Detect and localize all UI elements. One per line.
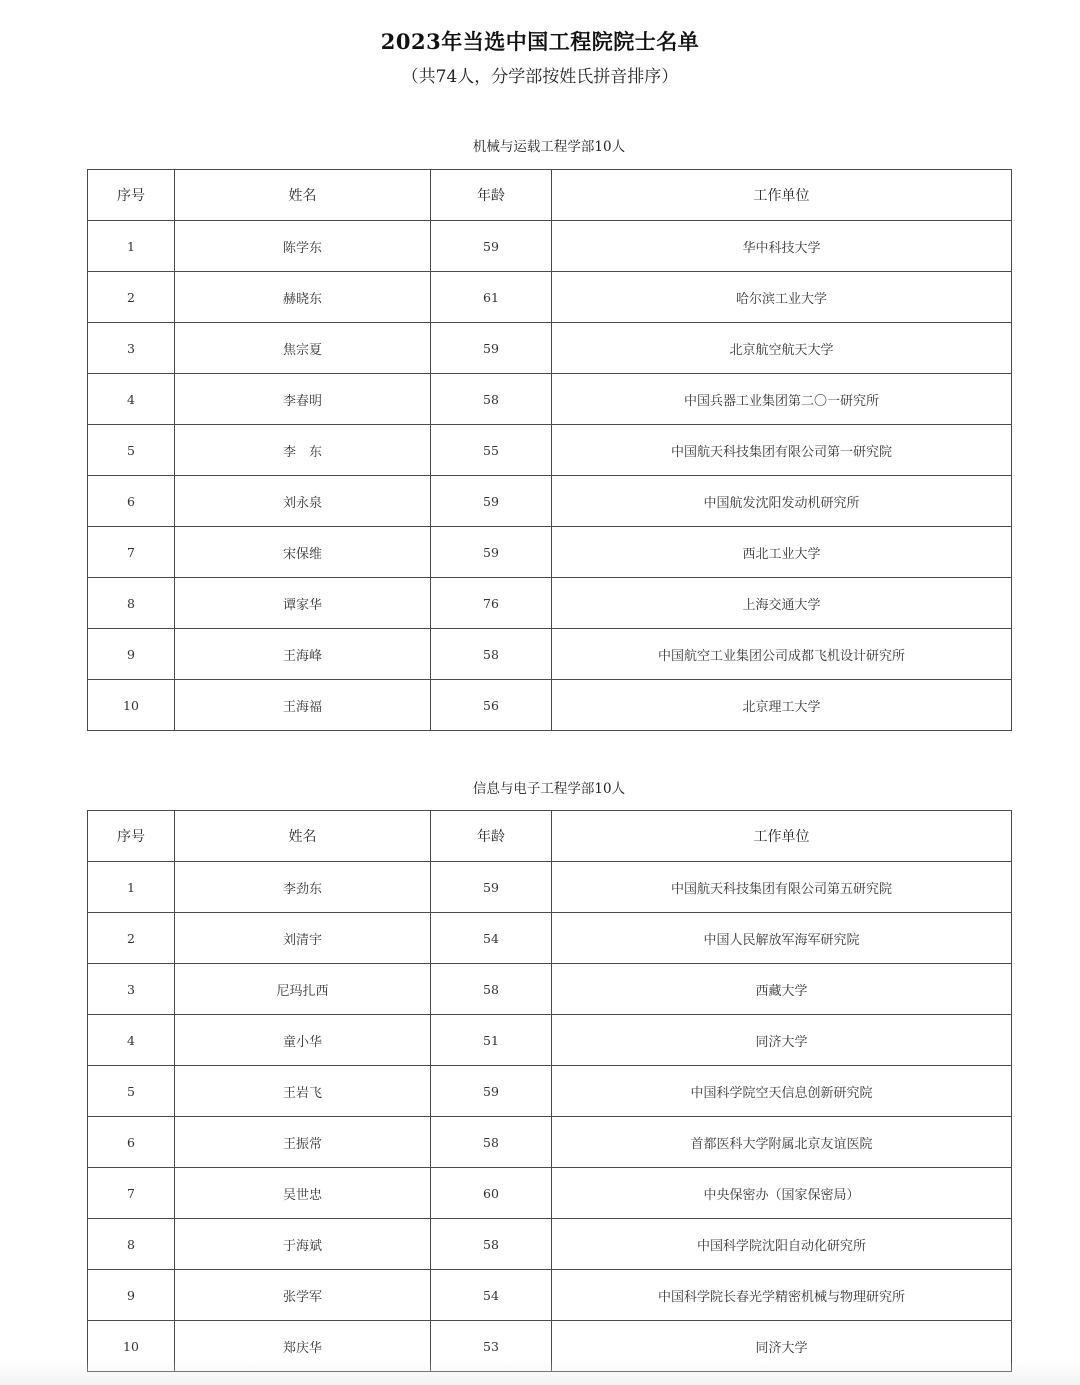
cell-age: 58 [431, 1219, 552, 1270]
table-row [88, 476, 1012, 527]
header-organization: 工作单位 [552, 170, 1012, 221]
cell-index: 2 [88, 913, 175, 964]
table-row [88, 629, 1012, 680]
cell-age: 59 [431, 476, 552, 527]
cell-age: 56 [431, 680, 552, 731]
cell-index: 9 [88, 629, 175, 680]
table-row [88, 1015, 1012, 1066]
cell-organization: 同济大学 [552, 1321, 1012, 1372]
cell-organization: 上海交通大学 [552, 578, 1012, 629]
header-organization: 工作单位 [552, 811, 1012, 862]
cell-index: 7 [88, 527, 175, 578]
cell-age: 58 [431, 374, 552, 425]
cell-name: 王岩飞 [175, 1066, 431, 1117]
cell-index: 5 [88, 1066, 175, 1117]
cell-organization: 中国兵器工业集团第二〇一研究所 [552, 374, 1012, 425]
cell-index: 7 [88, 1168, 175, 1219]
cell-name: 宋保维 [175, 527, 431, 578]
table-row [88, 862, 1012, 913]
table-row [88, 578, 1012, 629]
cell-age: 54 [431, 913, 552, 964]
header-age: 年龄 [431, 170, 552, 221]
cell-name: 王振常 [175, 1117, 431, 1168]
cell-organization: 中国科学院沈阳自动化研究所 [552, 1219, 1012, 1270]
cell-index: 4 [88, 374, 175, 425]
cell-age: 59 [431, 323, 552, 374]
cell-organization: 中国科学院长春光学精密机械与物理研究所 [552, 1270, 1012, 1321]
cell-name: 童小华 [175, 1015, 431, 1066]
roster-table-mechanical [87, 169, 1012, 731]
page-subtitle: （共74人，分学部按姓氏拼音排序） [401, 67, 679, 87]
cell-name: 尼玛扎西 [175, 964, 431, 1015]
cell-age: 61 [431, 272, 552, 323]
cell-organization: 中国航发沈阳发动机研究所 [552, 476, 1012, 527]
cell-name: 吴世忠 [175, 1168, 431, 1219]
cell-age: 59 [431, 1066, 552, 1117]
cell-index: 8 [88, 1219, 175, 1270]
header-index: 序号 [88, 811, 175, 862]
cell-organization: 北京航空航天大学 [552, 323, 1012, 374]
cell-index: 2 [88, 272, 175, 323]
cell-index: 6 [88, 1117, 175, 1168]
cell-age: 58 [431, 1117, 552, 1168]
cell-name: 焦宗夏 [175, 323, 431, 374]
cell-age: 59 [431, 862, 552, 913]
header-index: 序号 [88, 170, 175, 221]
cell-age: 53 [431, 1321, 552, 1372]
cell-age: 59 [431, 221, 552, 272]
header-name: 姓名 [175, 811, 431, 862]
section-title-information: 信息与电子工程学部10人 [472, 781, 626, 797]
header-name: 姓名 [175, 170, 431, 221]
cell-index: 10 [88, 1321, 175, 1372]
cell-age: 51 [431, 1015, 552, 1066]
cell-index: 3 [88, 323, 175, 374]
table-header-row [88, 170, 1012, 221]
cell-name: 李 东 [175, 425, 431, 476]
cell-organization: 华中科技大学 [552, 221, 1012, 272]
cell-age: 58 [431, 629, 552, 680]
cell-index: 10 [88, 680, 175, 731]
cell-name: 刘清宇 [175, 913, 431, 964]
cell-index: 1 [88, 221, 175, 272]
cell-name: 郑庆华 [175, 1321, 431, 1372]
cell-name: 赫晓东 [175, 272, 431, 323]
cell-name: 张学军 [175, 1270, 431, 1321]
table-row [88, 272, 1012, 323]
table-row [88, 1219, 1012, 1270]
cell-name: 王海峰 [175, 629, 431, 680]
cell-organization: 同济大学 [552, 1015, 1012, 1066]
cell-name: 谭家华 [175, 578, 431, 629]
cell-index: 9 [88, 1270, 175, 1321]
cell-organization: 首都医科大学附属北京友谊医院 [552, 1117, 1012, 1168]
cell-organization: 中国科学院空天信息创新研究院 [552, 1066, 1012, 1117]
cell-organization: 中国航天科技集团有限公司第五研究院 [552, 862, 1012, 913]
cell-organization: 西藏大学 [552, 964, 1012, 1015]
table-row [88, 1066, 1012, 1117]
cell-age: 55 [431, 425, 552, 476]
page-title: 2023年当选中国工程院院士名单 [380, 29, 700, 54]
cell-organization: 哈尔滨工业大学 [552, 272, 1012, 323]
cell-organization: 北京理工大学 [552, 680, 1012, 731]
cell-organization: 中国航空工业集团公司成都飞机设计研究所 [552, 629, 1012, 680]
cell-organization: 西北工业大学 [552, 527, 1012, 578]
cell-age: 76 [431, 578, 552, 629]
table-row [88, 1270, 1012, 1321]
header-age: 年龄 [431, 811, 552, 862]
cell-name: 于海斌 [175, 1219, 431, 1270]
table-row [88, 964, 1012, 1015]
table-row [88, 1168, 1012, 1219]
cell-name: 刘永泉 [175, 476, 431, 527]
cell-index: 1 [88, 862, 175, 913]
cell-organization: 中国人民解放军海军研究院 [552, 913, 1012, 964]
table-row [88, 680, 1012, 731]
cell-index: 4 [88, 1015, 175, 1066]
cell-index: 5 [88, 425, 175, 476]
cell-index: 6 [88, 476, 175, 527]
table-row [88, 374, 1012, 425]
table-row [88, 323, 1012, 374]
table-row [88, 425, 1012, 476]
cell-age: 59 [431, 527, 552, 578]
section-title-mechanical: 机械与运载工程学部10人 [472, 139, 626, 155]
cell-name: 陈学东 [175, 221, 431, 272]
table-row [88, 527, 1012, 578]
cell-name: 李劲东 [175, 862, 431, 913]
cell-name: 李春明 [175, 374, 431, 425]
cell-name: 王海福 [175, 680, 431, 731]
table-row [88, 221, 1012, 272]
table-header-row [88, 811, 1012, 862]
table-row [88, 913, 1012, 964]
cell-age: 60 [431, 1168, 552, 1219]
cell-age: 54 [431, 1270, 552, 1321]
table-row [88, 1117, 1012, 1168]
cell-index: 3 [88, 964, 175, 1015]
cell-organization: 中央保密办（国家保密局） [552, 1168, 1012, 1219]
cell-index: 8 [88, 578, 175, 629]
cell-organization: 中国航天科技集团有限公司第一研究院 [552, 425, 1012, 476]
roster-table-information [87, 810, 1012, 1372]
table-row [88, 1321, 1012, 1372]
cell-age: 58 [431, 964, 552, 1015]
